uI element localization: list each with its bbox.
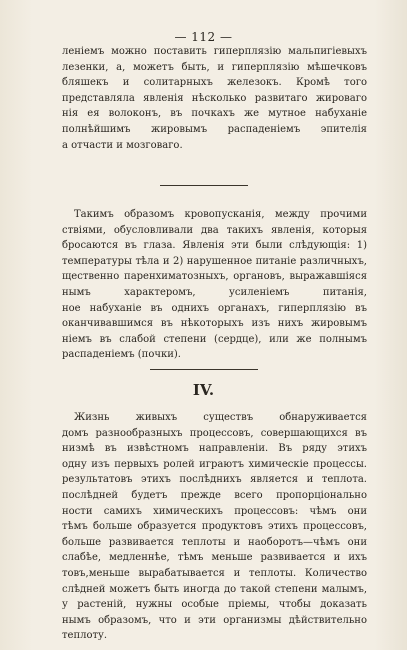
text-line: полнѣйшимъ жировымъ распаденіемъ эпителія bbox=[62, 123, 367, 135]
text-line: больше развивается теплоты и наоборотъ—чѣмъ они bbox=[62, 536, 367, 548]
text-line: лезенки, а, можетъ быть, и гиперплязію мѣшечковъ bbox=[62, 61, 367, 73]
paragraph-1 bbox=[62, 44, 367, 153]
text-line: слѣдней можетъ быть иногда до такой степени малымъ, bbox=[62, 583, 367, 595]
text-line: леніемъ можно поставить гиперплязію мальпигіевыхъ bbox=[62, 46, 367, 57]
text-line: результатовъ этихъ послѣднихъ является и теплота. bbox=[62, 474, 367, 486]
text-line: нія ея волоконъ, въ почкахъ же мутное набуханіе bbox=[62, 108, 367, 120]
text-line: ствіями, обусловливали два такихъ явленія, которыя bbox=[62, 224, 367, 236]
text-line: нымъ образомъ, что и эти организмы дѣйствительно bbox=[62, 614, 367, 626]
section-heading: IV. bbox=[192, 381, 215, 399]
text-line: а отчасти и мозговаго. bbox=[62, 139, 183, 151]
text-line: распаденіемъ (почки). bbox=[62, 349, 181, 361]
text-line: бляшекъ и солитарныхъ железокъ. Кромѣ того bbox=[62, 77, 367, 89]
paragraph-2 bbox=[62, 207, 367, 363]
text-line: ное набуханіе въ однихъ органахъ, гиперплязію въ bbox=[62, 302, 367, 314]
text-line: щественно паренхиматозныхъ, органовъ, выражавшіяся bbox=[62, 271, 367, 283]
text-line: температуры тѣла и 2) нарушенное питаніе различныхъ, bbox=[62, 255, 367, 267]
page-number: — 112 — bbox=[174, 30, 233, 44]
text-line: низмѣ въ извѣстномъ направленіи. Въ ряду этихъ bbox=[62, 443, 367, 455]
text-line: товъ,меньше вырабатывается и теплоты. Количество bbox=[62, 567, 367, 579]
paragraph-3 bbox=[62, 410, 367, 644]
text-line: оканчивавшимся въ нѣкоторыхъ изъ нихъ жировымъ bbox=[62, 318, 367, 330]
text-line: тѣмъ больше образуется продуктовъ этихъ процессовъ, bbox=[62, 521, 367, 533]
text-line: у растеній, нужны особые пріемы, чтобы доказать bbox=[62, 599, 367, 611]
text-line: ности самихъ химическихъ процессовъ: чѣмъ они bbox=[62, 505, 367, 517]
text-line: Жизнь живыхъ существъ обнаруживается bbox=[74, 412, 367, 423]
section-rule bbox=[150, 369, 258, 370]
separator-rule bbox=[160, 185, 248, 186]
text-line: ніемъ въ слабой степени (сердце), или же полнымъ bbox=[62, 333, 367, 345]
text-line: послѣдней будетъ прежде всего пропорціонально bbox=[62, 489, 367, 501]
text-line: домъ разнообразныхъ процессовъ, совершающихся въ bbox=[62, 427, 367, 439]
text-line: бросаются въ глаза. Явленія эти были слѣдующія: 1) bbox=[62, 240, 367, 252]
text-line: одну изъ первыхъ ролей играютъ химическіе процессы. bbox=[62, 458, 367, 470]
text-line: теплоту. bbox=[62, 630, 108, 642]
text-line: слабѣе, медленнѣе, тѣмъ меньше развивается и ихъ bbox=[62, 552, 367, 564]
text-line: Такимъ образомъ кровопусканія, между прочими bbox=[74, 209, 367, 220]
text-line: представляла явленія нѣсколько развитаго жироваго bbox=[62, 92, 367, 104]
text-line: нымъ характеромъ, усиленіемъ питанія, bbox=[62, 286, 367, 298]
